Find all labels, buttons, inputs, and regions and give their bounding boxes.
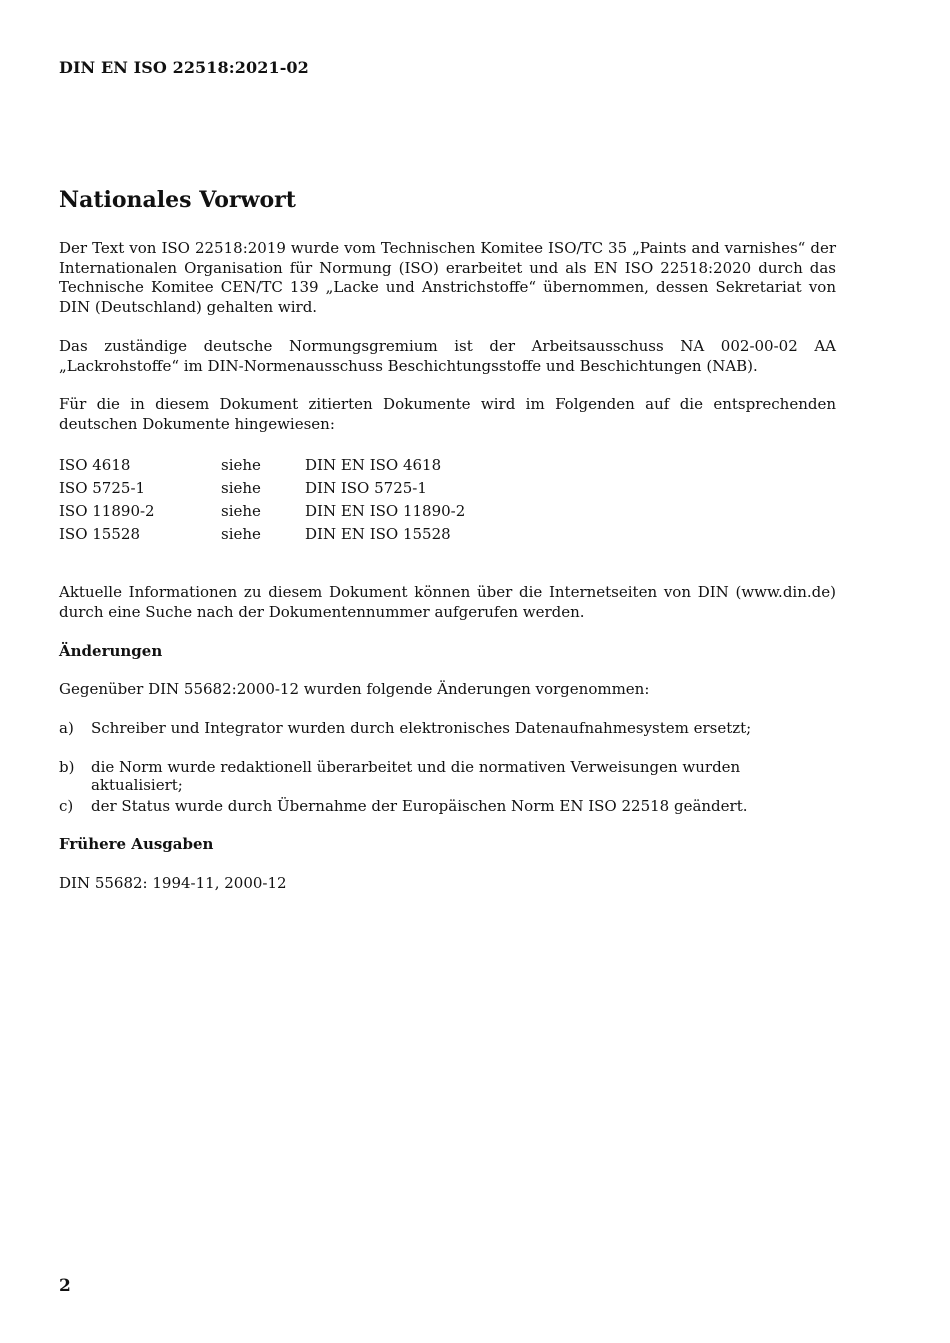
reference-iso: ISO 4618 (59, 456, 131, 474)
paragraph-information: Aktuelle Informationen zu diesem Dokument können über die Internetseiten von DIN (www.din.de) durch eine Suche nach der Dokumentennummer aufgerufen werden. (59, 583, 836, 621)
list-item-text: die Norm wurde redaktionell überarbeitet und die normativen Verweisungen wurden aktualisiert; (90, 758, 741, 794)
list-item-text: Schreiber und Integrator wurden durch elektronisches Datenaufnahmesystem ersetzt; (91, 719, 752, 737)
reference-see: siehe (221, 525, 261, 543)
reference-iso: ISO 5725-1 (59, 479, 146, 497)
changes-heading: Änderungen (59, 642, 163, 660)
page-number: 2 (59, 1276, 71, 1296)
page-title: Nationales Vorwort (59, 187, 296, 213)
list-item-text: der Status wurde durch Übernahme der Europäischen Norm EN ISO 22518 geändert. (91, 797, 748, 815)
previous-editions-text: DIN 55682: 1994-11, 2000-12 (59, 874, 287, 892)
reference-table (59, 454, 465, 546)
reference-row (59, 523, 465, 546)
changes-intro: Gegenüber DIN 55682:2000-12 wurden folgende Änderungen vorgenommen: (59, 680, 650, 698)
reference-iso: ISO 15528 (59, 525, 140, 543)
reference-see: siehe (221, 479, 261, 497)
list-item (59, 797, 748, 815)
list-item (59, 758, 836, 794)
reference-row (59, 454, 465, 477)
list-marker: b) (59, 758, 75, 776)
reference-din: DIN ISO 5725-1 (305, 479, 427, 497)
reference-din: DIN EN ISO 11890-2 (305, 502, 466, 520)
reference-din: DIN EN ISO 4618 (305, 456, 442, 474)
reference-see: siehe (221, 456, 261, 474)
reference-din: DIN EN ISO 15528 (305, 525, 451, 543)
paragraph-origin: Der Text von ISO 22518:2019 wurde vom Technischen Komitee ISO/TC 35 „Paints and varnishes“ der Internationalen Organisation für Normung (ISO) erarbeitet und als EN ISO 22518:2020 durch das Technische Komitee CEN/TC 139 „Lacke und Anstrichstoffe“ übernommen, dessen Sekretariat von DIN (Deutschland) gehalten wird. (59, 239, 836, 316)
document-header: DIN EN ISO 22518:2021-02 (59, 58, 309, 77)
paragraph-references-intro: Für die in diesem Dokument zitierten Dokumente wird im Folgenden auf die entsprechenden deutschen Dokumente hingewiesen: (59, 395, 836, 433)
list-marker: a) (59, 719, 74, 737)
reference-row (59, 500, 465, 523)
reference-see: siehe (221, 502, 261, 520)
reference-row (59, 477, 465, 500)
reference-iso: ISO 11890-2 (59, 502, 155, 520)
paragraph-committee: Das zuständige deutsche Normungsgremium ist der Arbeitsausschuss NA 002-00-02 AA „Lackrohstoffe“ im DIN-Normenausschuss Beschichtungsstoffe und Beschichtungen (NAB). (59, 337, 836, 375)
list-item (59, 719, 751, 737)
list-marker: c) (59, 797, 74, 815)
previous-editions-heading: Frühere Ausgaben (59, 835, 214, 853)
